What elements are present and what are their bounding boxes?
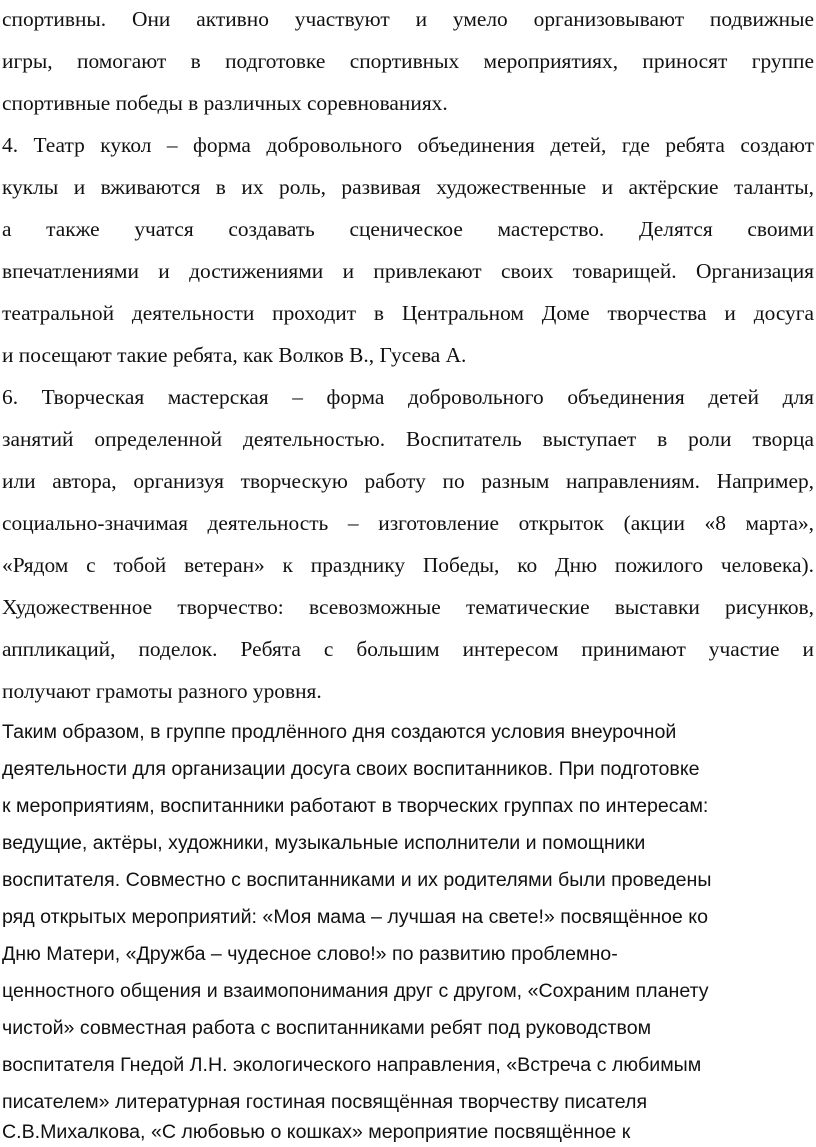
- paragraph-puppet-line: впечатлениями и достижениями и привлекают своих товарищей. Организация: [2, 259, 814, 283]
- paragraph-conclusion-line: ценностного общения и взаимопонимания друг с другом, «Сохраним планету: [2, 980, 709, 1002]
- paragraph-puppet-line: театральной деятельности проходит в Центральном Доме творчества и досуга: [2, 301, 814, 325]
- paragraph-sports-line: игры, помогают в подготовке спортивных мероприятиях, приносят группе: [2, 49, 814, 73]
- paragraph-workshop-line: аппликаций, поделок. Ребята с большим интересом принимают участие и: [2, 637, 814, 661]
- paragraph-puppet-line: 4. Театр кукол – форма добровольного объединения детей, где ребята создают: [2, 133, 814, 157]
- paragraph-sports-line: спортивны. Они активно участвуют и умело организовывают подвижные: [2, 7, 814, 31]
- paragraph-conclusion-line: Таким образом, в группе продлённого дня создаются условия внеурочной: [2, 721, 677, 743]
- paragraph-conclusion-line: ряд открытых мероприятий: «Моя мама – лучшая на свете!» посвящённое ко: [2, 906, 708, 928]
- paragraph-conclusion-line: к мероприятиям, воспитанники работают в творческих группах по интересам:: [2, 795, 709, 817]
- paragraph-puppet-line: а также учатся создавать сценическое мастерство. Делятся своими: [2, 217, 814, 241]
- paragraph-conclusion-line: ведущие, актёры, художники, музыкальные исполнители и помощники: [2, 832, 646, 854]
- paragraph-workshop-line: получают грамоты разного уровня.: [2, 679, 322, 703]
- paragraph-workshop-line: «Рядом с тобой ветеран» к празднику Победы, ко Дню пожилого человека).: [2, 553, 814, 577]
- paragraph-conclusion-line: воспитателя. Совместно с воспитанниками и их родителями были проведены: [2, 869, 712, 891]
- paragraph-conclusion-line: деятельности для организации досуга своих воспитанников. При подготовке: [2, 758, 700, 780]
- paragraph-conclusion-line: чистой» совместная работа с воспитанниками ребят под руководством: [2, 1017, 652, 1039]
- paragraph-conclusion-line: писателем» литературная гостиная посвящённая творчеству писателя: [2, 1091, 648, 1113]
- paragraph-conclusion-line: воспитателя Гнедой Л.Н. экологического направления, «Встреча с любимым: [2, 1054, 702, 1076]
- paragraph-sports-line: спортивные победы в различных соревнованиях.: [2, 91, 448, 115]
- paragraph-workshop-line: занятий определенной деятельностью. Воспитатель выступает в роли творца: [2, 427, 814, 451]
- paragraph-workshop-line: социально-значимая деятельность – изготовление открыток (акции «8 марта»,: [2, 511, 814, 535]
- paragraph-puppet-line: куклы и вживаются в их роль, развивая художественные и актёрские таланты,: [2, 175, 814, 199]
- paragraph-workshop-line: или автора, организуя творческую работу по разным направлениям. Например,: [2, 469, 814, 493]
- paragraph-conclusion-line: С.В.Михалкова, «С любовью о кошках» мероприятие посвящённое к: [2, 1121, 631, 1143]
- paragraph-workshop-line: Художественное творчество: всевозможные тематические выставки рисунков,: [2, 595, 814, 619]
- paragraph-puppet-line: и посещают такие ребята, как Волков В., Гусева А.: [2, 343, 467, 367]
- paragraph-workshop-line: 6. Творческая мастерская – форма добровольного объединения детей для: [2, 385, 814, 409]
- paragraph-conclusion-line: Дню Матери, «Дружба – чудесное слово!» по развитию проблемно-: [2, 943, 618, 965]
